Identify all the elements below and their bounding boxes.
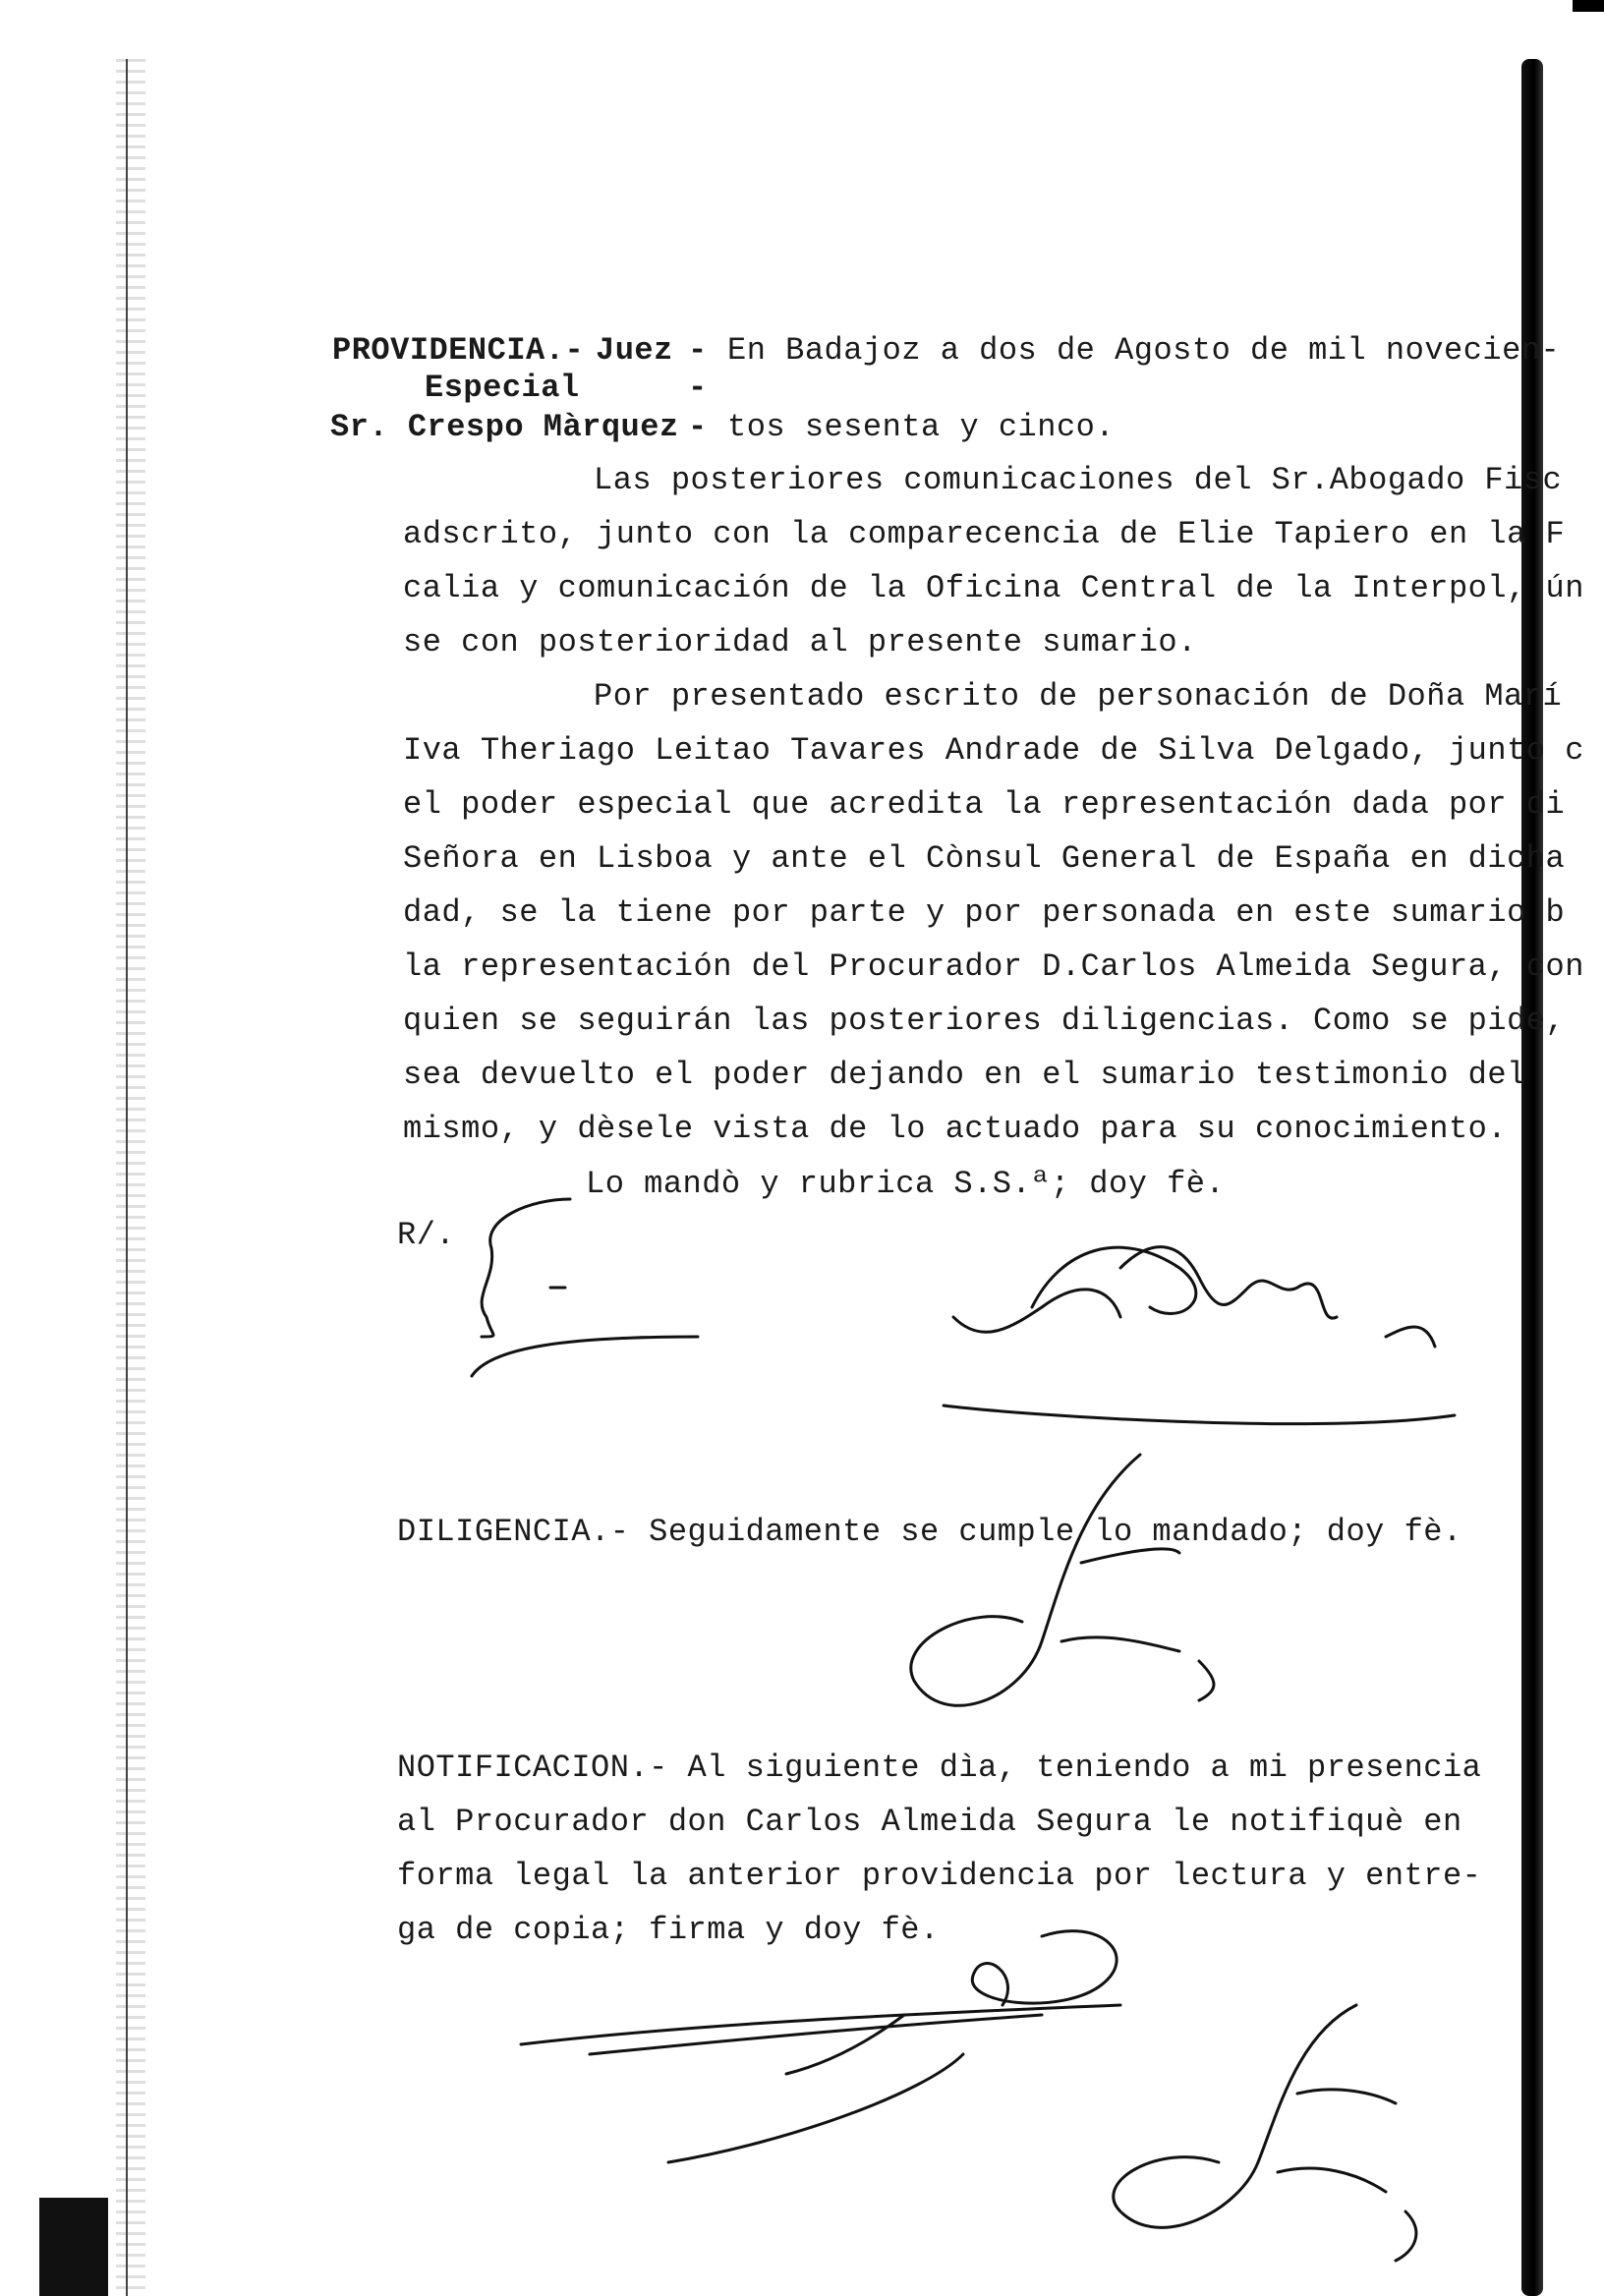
providencia-heading: PROVIDENCIA.-: [332, 332, 585, 369]
date-line-1: En Badajoz a dos de Agosto de mil novecien-: [727, 332, 1561, 369]
scan-right-edge: [1521, 59, 1543, 2296]
para2-line-3: el poder especial que acredita la representación dada por di: [403, 786, 1566, 823]
closing-line: Lo mandò y rubrica S.S.ª; doy fè.: [586, 1166, 1226, 1202]
diligencia-line: DILIGENCIA.- Seguidamente se cumple lo mandado; doy fè.: [397, 1514, 1462, 1550]
notificacion-line-2: al Procurador don Carlos Almeida Segura le notifiquè en: [397, 1804, 1462, 1840]
para1-line-2: adscrito, junto con la comparecencia de Elie Tapiero en la F: [403, 516, 1566, 552]
notificacion-line-3: forma legal la anterior providencia por lectura y entre-: [397, 1858, 1482, 1894]
date-line-3: tos sesenta y cinco.: [727, 409, 1116, 445]
notificacion-signature: [1081, 1995, 1455, 2290]
para2-line-5: dad, se la tiene por parte y por personada en este sumario b: [403, 894, 1566, 931]
dash-2: -: [688, 409, 708, 445]
date-line-2: -: [688, 370, 708, 406]
para2-line-6: la representación del Procurador D.Carlos Almeida Segura, con: [403, 948, 1584, 985]
judge-signature: [452, 1189, 826, 1406]
scan-left-edge: [116, 59, 145, 2296]
para2-line-1: Por presentado escrito de personación de Doña Marí: [594, 678, 1563, 715]
para2-line-2: Iva Theriago Leitao Tavares Andrade de Silva Delgado, junto c: [403, 732, 1584, 769]
para1-line-4: se con posterioridad al presente sumario.: [403, 624, 1197, 660]
scan-corner-mark: [1573, 0, 1604, 12]
para2-line-4: Señora en Lisboa y ante el Cònsul General de España en dicha: [403, 840, 1566, 877]
scan-bottom-block: [39, 2198, 108, 2296]
dash-1: -: [688, 332, 708, 369]
special-label: Especial: [425, 370, 580, 406]
notificacion-line-1: NOTIFICACION.- Al siguiente dìa, teniendo a mi presencia: [397, 1750, 1482, 1786]
judge-label: Juez: [596, 332, 673, 369]
secretary-signature: [924, 1209, 1474, 1445]
para2-line-7: quien se seguirán las posteriores diligencias. Como se pide,: [403, 1003, 1566, 1039]
rubric-label: R/.: [397, 1217, 456, 1253]
judge-name: Sr. Crespo Màrquez: [330, 409, 679, 445]
para1-line-1: Las posteriores comunicaciones del Sr.Abogado Fisc: [594, 462, 1563, 498]
para2-line-8: sea devuelto el poder dejando en el sumario testimonio del: [403, 1057, 1526, 1093]
para2-line-9: mismo, y dèsele vista de lo actuado para su conocimiento.: [403, 1111, 1508, 1147]
notificacion-line-4: ga de copia; firma y doy fè.: [397, 1912, 940, 1948]
diligencia-signature: [885, 1445, 1258, 1740]
scan-left-fold: [126, 59, 128, 2296]
para1-line-3: calia y comunicación de la Oficina Central de la Interpol, ún: [403, 570, 1584, 606]
